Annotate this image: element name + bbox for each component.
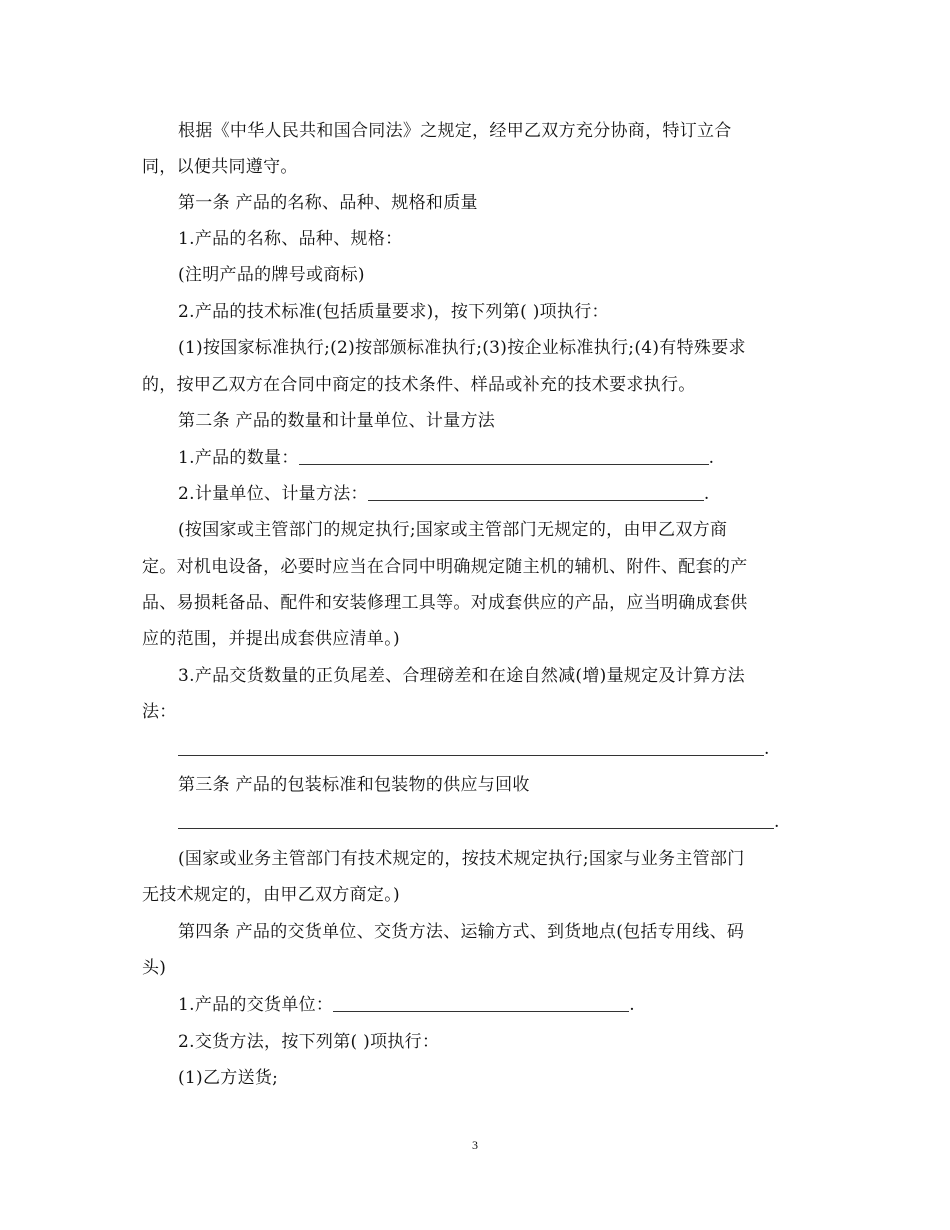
field-label: 1.产品的数量： (178, 448, 299, 468)
article-3-note-line: (国家或业务主管部门有技术规定的，按技术规定执行;国家与业务主管部门 (178, 849, 745, 869)
article-1-note: (注明产品的牌号或商标) (178, 265, 365, 285)
article-4-title-line: 头) (142, 958, 167, 978)
article-4-title-line: 第四条 产品的交货单位、交货方法、运输方式、到货地点(包括专用线、码 (178, 922, 745, 942)
article-1-options-line: (1)按国家标准执行;(2)按部颁标准执行;(3)按企业标准执行;(4)有特殊要求 (178, 338, 746, 358)
article-3-blank (178, 811, 780, 833)
article-4-option-1: (1)乙方送货; (178, 1068, 279, 1088)
article-1-options-line: 的，按甲乙双方在合同中商定的技术条件、样品或补充的技术要求执行。 (142, 375, 696, 395)
article-4-item-1 (178, 994, 635, 1016)
blank-end: . (629, 995, 635, 1015)
page-number: 3 (472, 1138, 478, 1152)
field-label: 1.产品的交货单位： (178, 995, 334, 1015)
article-2-note-line: 品、易损耗备品、配件和安装修理工具等。对成套供应的产品，应当明确成套供 (142, 593, 748, 613)
fill-in-blank (178, 812, 774, 829)
article-2-item-2 (178, 483, 710, 505)
fill-in-blank (299, 448, 709, 465)
article-2-item-3-line: 3.产品交货数量的正负尾差、合理磅差和在途自然减(增)量规定及计算方法 (178, 666, 745, 686)
article-1-title: 第一条 产品的名称、品种、规格和质量 (178, 193, 478, 213)
blank-end: . (708, 448, 715, 468)
paragraph-line: 同，以便共同遵守。 (142, 157, 298, 177)
article-2-title: 第二条 产品的数量和计量单位、计量方法 (178, 411, 496, 431)
article-3-note-line: 无技术规定的，由甲乙双方商定。) (142, 885, 400, 905)
article-2-item-3-line: 法： (142, 702, 177, 722)
article-2-item-1 (178, 447, 714, 469)
article-2-item-3-blank (178, 738, 770, 760)
fill-in-blank (333, 995, 629, 1012)
blank-end: . (703, 484, 710, 504)
fill-in-blank (368, 484, 704, 501)
article-2-note-line: 应的范围，并提出成套供应清单。) (142, 629, 400, 649)
article-1-item-2: 2.产品的技术标准(包括质量要求)，按下列第( )项执行： (178, 302, 609, 322)
article-2-note-line: 定。对机电设备，必要时应当在合同中明确规定随主机的辅机、附件、配套的产 (142, 557, 748, 577)
field-label: 2.计量单位、计量方法： (178, 484, 368, 504)
article-3-title: 第三条 产品的包装标准和包装物的供应与回收 (178, 775, 530, 795)
article-2-note-line: (按国家或主管部门的规定执行;国家或主管部门无规定的，由甲乙双方商 (178, 520, 728, 540)
fill-in-blank (178, 739, 764, 756)
blank-end: . (764, 739, 770, 759)
article-1-item-1: 1.产品的名称、品种、规格： (178, 229, 403, 249)
paragraph-line: 根据《中华人民共和国合同法》之规定，经甲乙双方充分协商，特订立合 (178, 121, 732, 141)
article-4-item-2: 2.交货方法，按下列第( )项执行： (178, 1032, 440, 1052)
blank-end: . (774, 812, 780, 832)
